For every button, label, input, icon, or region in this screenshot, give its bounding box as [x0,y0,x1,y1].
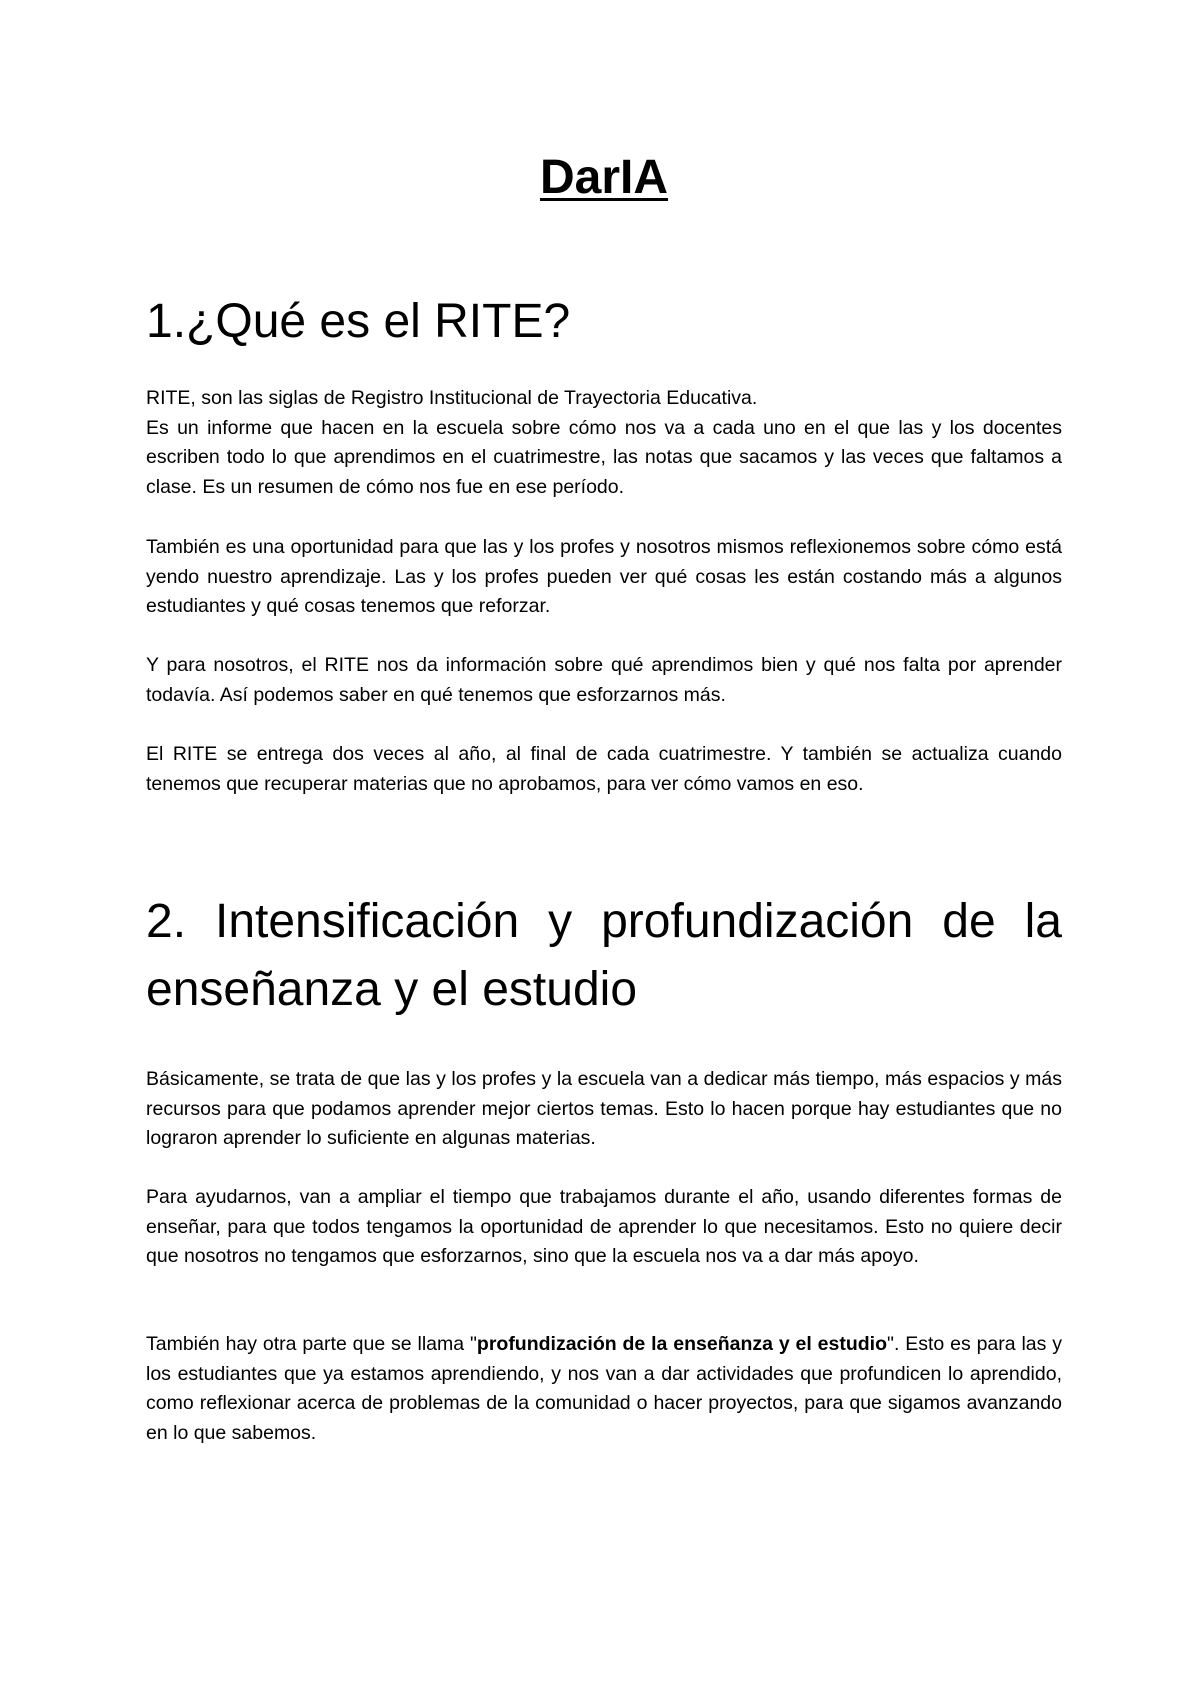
section-2-heading: 2. Intensificación y profundización de la enseñanza y el estudio [146,895,1062,1016]
section-2-paragraph-3 [146,1330,1062,1448]
section-2-paragraph-3-text-before: También hay otra parte que se llama " [146,1333,477,1355]
document-title: DarIA [539,151,669,204]
section-1-paragraph-1-body: Es un informe que hacen en la escuela sobre cómo nos va a cada uno en el que las y los docentes escriben todo lo que aprendimos en el cuatrimestre, las notas que sacamos y las veces que faltamos a clase. Es un resumen de cómo nos fue en ese período. [146,416,1062,498]
section-1-paragraph-1-first-line: RITE, son las siglas de Registro Institucional de Trayectoria Educativa. [146,387,758,409]
section-1-paragraph-2: También es una oportunidad para que las y los profes y nosotros mismos reflexionemos sobre cómo está yendo nuestro aprendizaje. Las y los profes pueden ver qué cosas les están costando más a algunos estudiantes y qué cosas tenemos que reforzar. [146,536,1062,617]
section-1-paragraph-1 [146,384,1062,502]
section-2-paragraph-3-text-after: ". Esto es para las y los estudiantes que ya estamos aprendiendo, y nos van a dar actividades que profundicen lo aprendido, como reflexionar acerca de problemas de la comunidad o hacer proyectos, para que sigamos avanzando en lo que sabemos. [146,1333,1062,1444]
section-1-paragraph-3: Y para nosotros, el RITE nos da información sobre qué aprendimos bien y qué nos falta por aprender todavía. Así podemos saber en qué tenemos que esforzarnos más. [146,654,1062,706]
section-1-heading: 1.¿Qué es el RITE? [146,295,571,348]
section-2-paragraph-1: Básicamente, se trata de que las y los profes y la escuela van a dedicar más tiempo, más espacios y más recursos para que podamos aprender mejor ciertos temas. Esto lo hacen porque hay estudiantes que no lograron aprender lo suficiente en algunas materias. [146,1068,1062,1149]
section-2-paragraph-3-bold-phrase: profundización de la enseñanza y el estudio [476,1333,888,1355]
section-2-paragraph-2: Para ayudarnos, van a ampliar el tiempo que trabajamos durante el año, usando diferentes formas de enseñar, para que todos tengamos la oportunidad de aprender lo que necesitamos. Esto no quiere decir que nosotros no tengamos que esforzarnos, sino que la escuela nos va a dar más apoyo. [146,1186,1062,1267]
section-1-paragraph-4: El RITE se entrega dos veces al año, al final de cada cuatrimestre. Y también se actualiza cuando tenemos que recuperar materias que no aprobamos, para ver cómo vamos en eso. [146,743,1062,795]
